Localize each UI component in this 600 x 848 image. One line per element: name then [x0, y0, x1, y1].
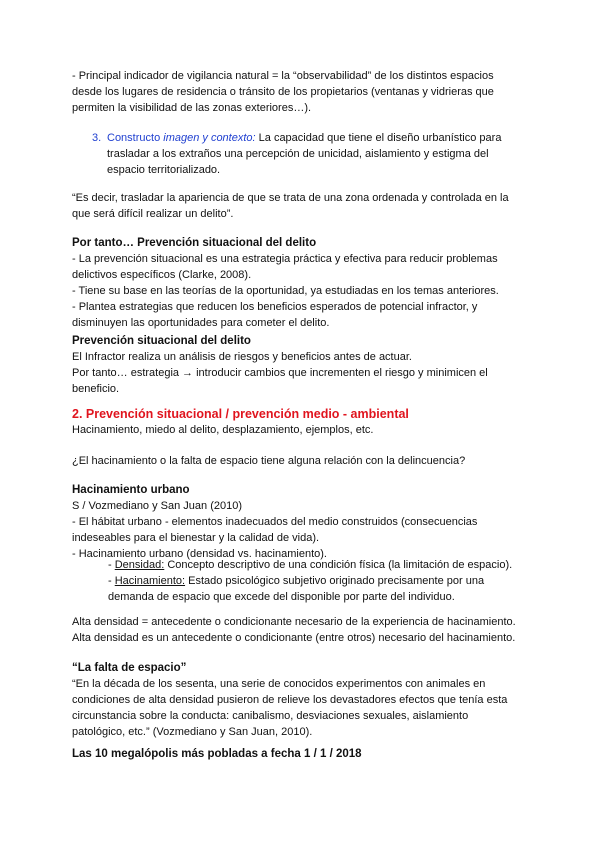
definition-text: Estado psicológico subjetivo originado precisamente por una — [185, 575, 485, 587]
density-statements — [72, 614, 527, 646]
list-item-3 — [92, 130, 527, 178]
section-heading: “La falta de espacio” — [72, 662, 187, 674]
section-falta-espacio — [72, 660, 527, 740]
text-line: trasladar a los extraños una percepción de unicidad, aislamiento y estigma del — [107, 148, 489, 160]
section-prevencion-situacional — [72, 235, 527, 331]
paragraph-observabilidad — [72, 68, 527, 116]
definition-densidad — [108, 557, 527, 573]
quote-apariencia — [72, 190, 527, 222]
text-line: - Tiene su base en las teorías de la oportunidad, ya estudiadas en los temas anteriores. — [72, 285, 499, 297]
citation: S / Vozmediano y San Juan (2010) — [72, 500, 242, 512]
term-densidad: Densidad: — [114, 559, 165, 571]
text-line: indeseables para el bienestar y la calidad de vida). — [72, 532, 320, 544]
text-line: desde los lugares de residencia o tránsito de los propietarios (ventanas y vidrieras que — [72, 86, 494, 98]
text-line: delictivos específicos (Clarke, 2008). — [72, 269, 252, 281]
text-run: La capacidad que tiene el diseño urbanístico para — [255, 132, 502, 144]
text-line: - Principal indicador de vigilancia natural = la “observabilidad” de los distintos espacios — [72, 70, 494, 82]
text-line: “En la década de los sesenta, una serie de conocidos experimentos con animales en — [72, 678, 486, 690]
construct-name: imagen y contexto: — [163, 132, 256, 144]
text-line: - El hábitat urbano - elementos inadecuados del medio construidos (consecuencias — [72, 516, 478, 528]
list-number: 3. — [92, 132, 102, 144]
definition-list — [108, 557, 527, 605]
text-line: “Es decir, trasladar la apariencia de que se trata de una zona ordenada y controlada en la — [72, 192, 509, 204]
section-heading-megalopolis: Las 10 megalópolis más pobladas a fecha 1 / 1 / 2018 — [72, 748, 362, 760]
text-line: disminuyen las oportunidades para cometer el delito. — [72, 317, 330, 329]
term-hacinamiento: Hacinamiento: — [114, 575, 186, 587]
text-line: Alta densidad = antecedente o condicionante necesario de la experiencia de hacinamiento. — [72, 616, 516, 628]
section-prevencion-delito — [72, 333, 527, 397]
section-heading: Por tanto… Prevención situacional del delito — [72, 237, 317, 249]
text-line: - La prevención situacional es una estrategia práctica y efectiva para reducir problemas — [72, 253, 498, 265]
text-line: - Hacinamiento urbano (densidad vs. hacinamiento). — [72, 548, 327, 560]
text-line: condiciones de alta densidad pusieron de relieve los devastadores efectos que tenía esta — [72, 694, 508, 706]
section-heading-red: 2. Prevención situacional / prevención medio - ambiental — [72, 407, 409, 421]
text-line: espacio territorializado. — [107, 164, 221, 176]
text-line: Por tanto… estrategia → introducir cambios que incrementen el riesgo y minimicen el — [72, 367, 488, 379]
text-line: Hacinamiento, miedo al delito, desplazamiento, ejemplos, etc. — [72, 424, 374, 436]
text-line: circunstancia sobre la conducta: canibalismo, desviaciones sexuales, aislamiento — [72, 710, 469, 722]
section-heading: Prevención situacional del delito — [72, 335, 251, 347]
section-heading: Hacinamiento urbano — [72, 484, 190, 496]
dash: - — [108, 575, 115, 587]
dash: - — [108, 559, 115, 571]
text-line: El Infractor realiza un análisis de riesgos y beneficios antes de actuar. — [72, 351, 412, 363]
text-line: demanda de espacio que excede del disponible por parte del individuo. — [108, 591, 455, 603]
construct-label: Constructo — [107, 132, 164, 144]
text-line: permiten la visibilidad de las zonas exteriores…). — [72, 102, 312, 114]
definition-text: Concepto descriptivo de una condición física (la limitación de espacio). — [164, 559, 513, 571]
text-line: - Plantea estrategias que reducen los beneficios esperados de potencial infractor, y — [72, 301, 478, 313]
text-line: que será difícil realizar un delito”. — [72, 208, 234, 220]
text-line: beneficio. — [72, 383, 120, 395]
question-hacinamiento: ¿El hacinamiento o la falta de espacio tiene alguna relación con la delincuencia? — [72, 455, 466, 467]
text-line: patológico, etc.” (Vozmediano y San Juan, 2010). — [72, 726, 313, 738]
list-item-first-line — [92, 130, 527, 146]
definition-hacinamiento — [108, 573, 527, 589]
section-hacinamiento-urbano — [72, 482, 527, 562]
text-line: Alta densidad es un antecedente o condicionante (entre otros) necesario del hacinamiento. — [72, 632, 516, 644]
section-medio-ambiental — [72, 406, 527, 438]
